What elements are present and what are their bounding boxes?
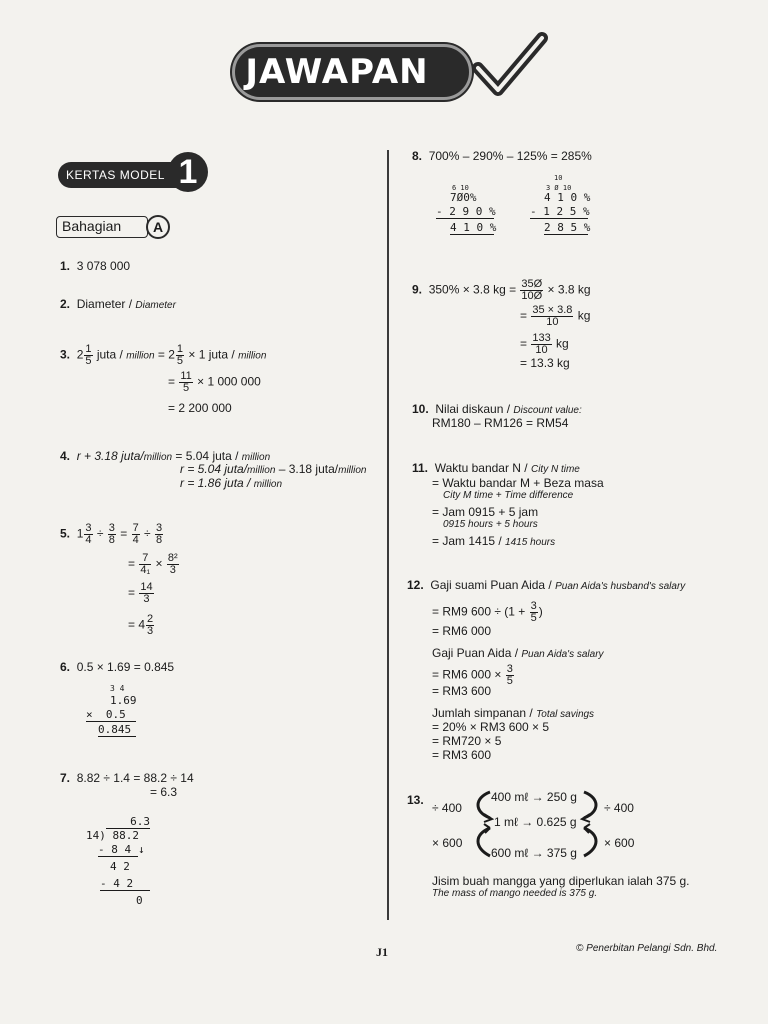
- answer-7-quotient: 6.3: [106, 815, 150, 829]
- paper-label: KERTAS MODEL: [58, 162, 198, 188]
- conversion-divide-left: ÷ 400: [432, 801, 462, 815]
- answer-13-conclusion-en: The mass of mango needed is 375 g.: [432, 888, 598, 899]
- answer-8-col1-row2: - 2 9 0 %: [436, 205, 496, 218]
- answer-6-row-3: 0.845: [98, 723, 136, 737]
- answer-6-carry: 3 4: [110, 684, 125, 693]
- checkmark-icon: [470, 30, 550, 100]
- answer-4-step-3: r = 1.86 juta / million: [180, 476, 283, 490]
- answer-7: 7. 8.82 ÷ 1.4 = 88.2 ÷ 14: [60, 771, 194, 785]
- answer-4: 4. r + 3.18 juta/million = 5.04 juta / million: [60, 449, 271, 463]
- answer-7-step-b: 4 2: [110, 860, 130, 873]
- part-letter: A: [146, 215, 170, 239]
- answer-8-col2-row3: 2 8 5 %: [544, 221, 591, 234]
- answer-12-step-5: = RM3 600: [432, 684, 492, 698]
- answer-6: 6. 0.5 × 1.69 = 0.845: [60, 660, 175, 674]
- answer-3-step-3: = 2 200 000: [168, 401, 232, 415]
- answer-11-step-4: = Jam 1415 / 1415 hours: [432, 534, 556, 548]
- conversion-row-top: 400 mℓ → 250 g: [491, 790, 577, 804]
- page-title: JAWAPAN: [245, 52, 429, 92]
- answer-12-step-2: = RM9 600 ÷ (1 + $\frac{3}{5}$ ): [432, 600, 543, 624]
- answer-8: 8. 700% – 290% – 125% = 285%: [412, 149, 592, 163]
- answer-7-step-c: - 4 2: [100, 877, 150, 891]
- conversion-row-bot: 600 mℓ → 375 g: [491, 846, 577, 860]
- answer-7-step-a: - 8 4: [98, 843, 138, 857]
- answer-9-step-2: = $\frac{35 \times 3.8}{10}$ kg: [520, 304, 591, 328]
- answer-11-step-2-en: City M time + Time difference: [443, 490, 574, 501]
- answer-12-sub-title-2: Jumlah simpanan / Total savings: [432, 706, 595, 720]
- copyright: © Penerbitan Pelangi Sdn. Bhd.: [576, 943, 718, 954]
- answer-11-step-2: = Waktu bandar M + Beza masa: [432, 476, 604, 490]
- answer-8-carry-2b: 3 Ø 10: [546, 184, 572, 192]
- answer-11-step-3: = Jam 0915 + 5 jam: [432, 505, 539, 519]
- answer-3-step-2: = $\frac{11}{5}$ × 1 000 000: [168, 370, 261, 394]
- answer-4-step-2: r = 5.04 juta/million – 3.18 juta/million: [180, 462, 367, 476]
- answer-8-col1-row1: 7Ø0%: [450, 191, 477, 204]
- answer-9-step-4: = 13.3 kg: [520, 356, 570, 370]
- page-number: J1: [376, 945, 388, 959]
- answer-9: 9. 350% × 3.8 kg = $\frac{35Ø}{10Ø}$ × 3.8 kg: [412, 278, 591, 302]
- answer-13-conclusion: Jisim buah mangga yang diperlukan ialah 375 g.: [432, 874, 690, 888]
- answer-12-step-8: = RM3 600: [432, 748, 492, 762]
- answer-8-carry-2a: 10: [554, 174, 563, 182]
- answer-3: 3. 2 $\frac{1}{5}$ juta / million = 2 $\frac{1}{5}$ × 1 juta / million: [60, 343, 267, 367]
- conversion-row-mid: 1 mℓ → 0.625 g: [494, 815, 577, 829]
- answer-9-step-3: = $\frac{133}{10}$ kg: [520, 332, 569, 356]
- answer-7-step-2: = 6.3: [150, 785, 178, 799]
- conversion-multiply-left: × 600: [432, 836, 463, 850]
- conversion-divide-right: ÷ 400: [604, 801, 634, 815]
- answer-12-step-4: = RM6 000 × $\frac{3}{5}$: [432, 663, 513, 687]
- answer-13: 13.: [407, 793, 424, 807]
- answer-12-step-3: = RM6 000: [432, 624, 492, 638]
- answer-10-step-2: RM180 – RM126 = RM54: [432, 416, 569, 430]
- page-title-banner: [232, 44, 472, 100]
- answer-6-row-1: 1.69: [110, 694, 137, 707]
- down-arrow-icon: ↓: [138, 843, 145, 856]
- answer-5-step-4: = 4 $\frac{2}{3}$: [128, 613, 154, 637]
- answer-12-step-7: = RM720 × 5: [432, 734, 502, 748]
- answer-8-col2-row2: - 1 2 5 %: [530, 205, 590, 218]
- answer-2: 2. Diameter / Diameter: [60, 297, 176, 311]
- answer-7-step-d: 0: [136, 894, 143, 907]
- answer-11-step-3-en: 0915 hours + 5 hours: [443, 519, 538, 530]
- answer-7-division: 14) 88.2: [86, 829, 139, 842]
- answer-5: 5. 1 $\frac{3}{4}$ ÷ $\frac{3}{8}$ = $\frac{7}{4}$ ÷ $\frac{3}{8}$: [60, 522, 163, 546]
- answer-1: 1. 3 078 000: [60, 259, 131, 273]
- part-label: Bahagian: [56, 216, 148, 238]
- column-divider: [387, 150, 389, 920]
- answer-8-carry-1: 6 10: [452, 184, 469, 192]
- paper-number: 1: [168, 152, 208, 192]
- answer-12-sub-title: Gaji Puan Aida / Puan Aida's salary: [432, 646, 604, 660]
- answer-8-col1-row3: 4 1 0 %: [450, 221, 497, 234]
- answer-10: 10. Nilai diskaun / Discount value:: [412, 402, 582, 416]
- answer-6-row-2: × 0.5: [86, 708, 136, 722]
- answer-5-step-2: = $\frac{7}{\text{4₁}}$ × $\frac{\text{8²}}{3}$: [128, 552, 178, 576]
- answer-5-step-3: = $\frac{14}{3}$: [128, 581, 153, 605]
- answer-12-step-6: = 20% × RM3 600 × 5: [432, 720, 550, 734]
- answer-8-col2-row1: 4 1 0 %: [544, 191, 591, 204]
- answer-11: 11. Waktu bandar N / City N time: [412, 461, 580, 475]
- conversion-multiply-right: × 600: [604, 836, 635, 850]
- answer-12: 12. Gaji suami Puan Aida / Puan Aida's husband's salary: [407, 578, 686, 592]
